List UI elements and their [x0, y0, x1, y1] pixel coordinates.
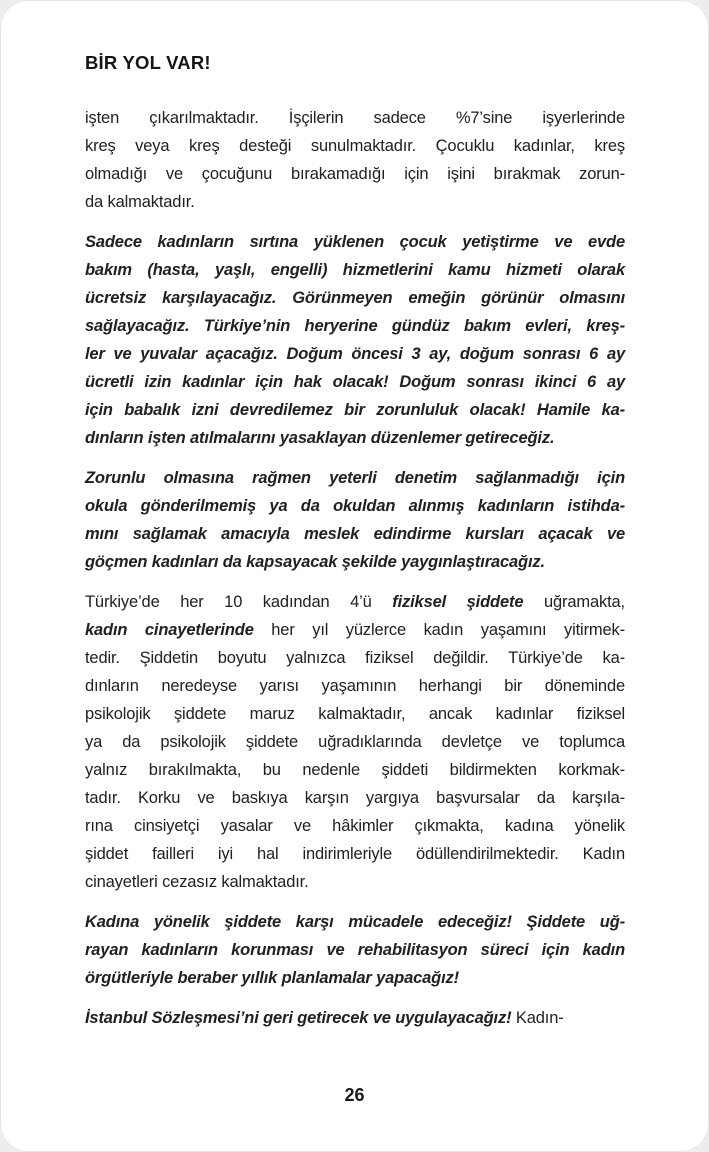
text-line: [85, 132, 625, 160]
paragraph: [85, 1004, 625, 1032]
text-line: [85, 616, 625, 644]
text-run: yalnız bırakılmakta, bu nedenle şiddeti bildirmekten korkmak-: [85, 761, 625, 779]
text-run: sağlayacağız. Türkiye’nin heryerine gündüz bakım evleri, kreş-: [85, 317, 625, 335]
text-line: [85, 728, 625, 756]
text-run: rayan kadınların korunması ve rehabilitasyon süreci için kadın: [85, 941, 625, 959]
text-line: [85, 1004, 625, 1032]
body-text: [85, 104, 625, 1032]
text-line: [85, 644, 625, 672]
paragraph: [85, 228, 625, 452]
text-line: [85, 284, 625, 312]
text-run: için babalık izni devredilemez bir zorunluluk olacak! Hamile ka-: [85, 401, 625, 419]
text-line: [85, 256, 625, 284]
text-run: tadır. Korku ve baskıya karşın yargıya başvursalar da karşıla-: [85, 789, 625, 807]
text-line: [85, 964, 625, 992]
text-run: ücretli izin kadınlar için hak olacak! Doğum sonrası ikinci 6 ay: [85, 373, 625, 391]
text-run: İstanbul Sözleşmesi’ni geri getirecek ve uygulayacağız!: [85, 1009, 512, 1027]
text-run: rına cinsiyetçi yasalar ve hâkimler çıkmakta, kadına yönelik: [85, 817, 625, 835]
text-run: tedir. Şiddetin boyutu yalnızca fiziksel değildir. Türkiye’de ka-: [85, 649, 625, 667]
text-run: ya da psikolojik şiddete uğradıklarında devletçe ve toplumca: [85, 733, 625, 751]
page-title: BİR YOL VAR!: [85, 52, 211, 73]
text-line: [85, 908, 625, 936]
paragraph: [85, 588, 625, 896]
text-run: Sadece kadınların sırtına yüklenen çocuk yetiştirme ve evde: [85, 233, 625, 251]
text-run: psikolojik şiddete maruz kalmaktadır, ancak kadınlar fiziksel: [85, 705, 625, 723]
text-line: [85, 700, 625, 728]
text-run: Zorunlu olmasına rağmen yeterli denetim sağlanmadığı için: [85, 469, 625, 487]
text-line: [85, 672, 625, 700]
page-number: 26: [344, 1085, 365, 1105]
text-line: [85, 188, 625, 216]
text-line: [85, 396, 625, 424]
text-run: örgütleriyle beraber yıllık planlamalar yapacağız!: [85, 969, 459, 987]
text-run: olmadığı ve çocuğunu bırakamadığı için işini bırakmak zorun-: [85, 165, 625, 183]
text-line: [85, 812, 625, 840]
paragraph: [85, 104, 625, 216]
text-run: işten çıkarılmaktadır. İşçilerin sadece %7’sine işyerlerinde: [85, 109, 625, 127]
paragraph: [85, 908, 625, 992]
text-run: Kadın-: [511, 1009, 564, 1027]
text-run: cinayetleri cezasız kalmaktadır.: [85, 873, 309, 891]
text-run: göçmen kadınları da kapsayacak şekilde yaygınlaştıracağız.: [85, 553, 545, 571]
text-run: bakım (hasta, yaşlı, engelli) hizmetlerini kamu hizmeti olarak: [85, 261, 625, 279]
text-run: her yıl yüzlerce kadın yaşamını yitirmek-: [253, 621, 625, 639]
text-run: Türkiye’de her 10 kadından 4’ü: [85, 593, 393, 611]
text-run: Kadına yönelik şiddete karşı mücadele edeceğiz! Şiddete uğ-: [85, 913, 625, 931]
text-line: [85, 340, 625, 368]
text-line: [85, 312, 625, 340]
text-line: [85, 228, 625, 256]
text-run: fiziksel şiddete: [392, 593, 524, 611]
text-line: [85, 464, 625, 492]
text-line: [85, 840, 625, 868]
text-line: [85, 104, 625, 132]
text-run: ler ve yuvalar açacağız. Doğum öncesi 3 ay, doğum sonrası 6 ay: [85, 345, 625, 363]
paragraph: [85, 464, 625, 576]
text-run: okula gönderilmemiş ya da okuldan alınmış kadınların istihda-: [85, 497, 625, 515]
text-run: dınların işten atılmalarını yasaklayan düzenlemer getireceğiz.: [85, 429, 555, 447]
text-run: mını sağlamak amacıyla meslek edindirme kursları açacak ve: [85, 525, 625, 543]
text-line: [85, 368, 625, 396]
text-line: [85, 936, 625, 964]
text-run: kadın cinayetlerinde: [85, 621, 254, 639]
text-line: [85, 588, 625, 616]
text-line: [85, 548, 625, 576]
text-run: şiddet failleri iyi hal indirimleriyle ödüllendirilmektedir. Kadın: [85, 845, 625, 863]
text-line: [85, 160, 625, 188]
text-line: [85, 784, 625, 812]
text-run: dınların neredeyse yarısı yaşamının herhangi bir döneminde: [85, 677, 625, 695]
text-run: kreş veya kreş desteği sunulmaktadır. Çocuklu kadınlar, kreş: [85, 137, 625, 155]
text-line: [85, 868, 625, 896]
text-line: [85, 520, 625, 548]
text-run: da kalmaktadır.: [85, 193, 195, 211]
text-line: [85, 756, 625, 784]
text-line: [85, 492, 625, 520]
text-line: [85, 424, 625, 452]
text-run: uğramakta,: [523, 593, 625, 611]
text-run: ücretsiz karşılayacağız. Görünmeyen emeğin görünür olmasını: [85, 289, 625, 307]
